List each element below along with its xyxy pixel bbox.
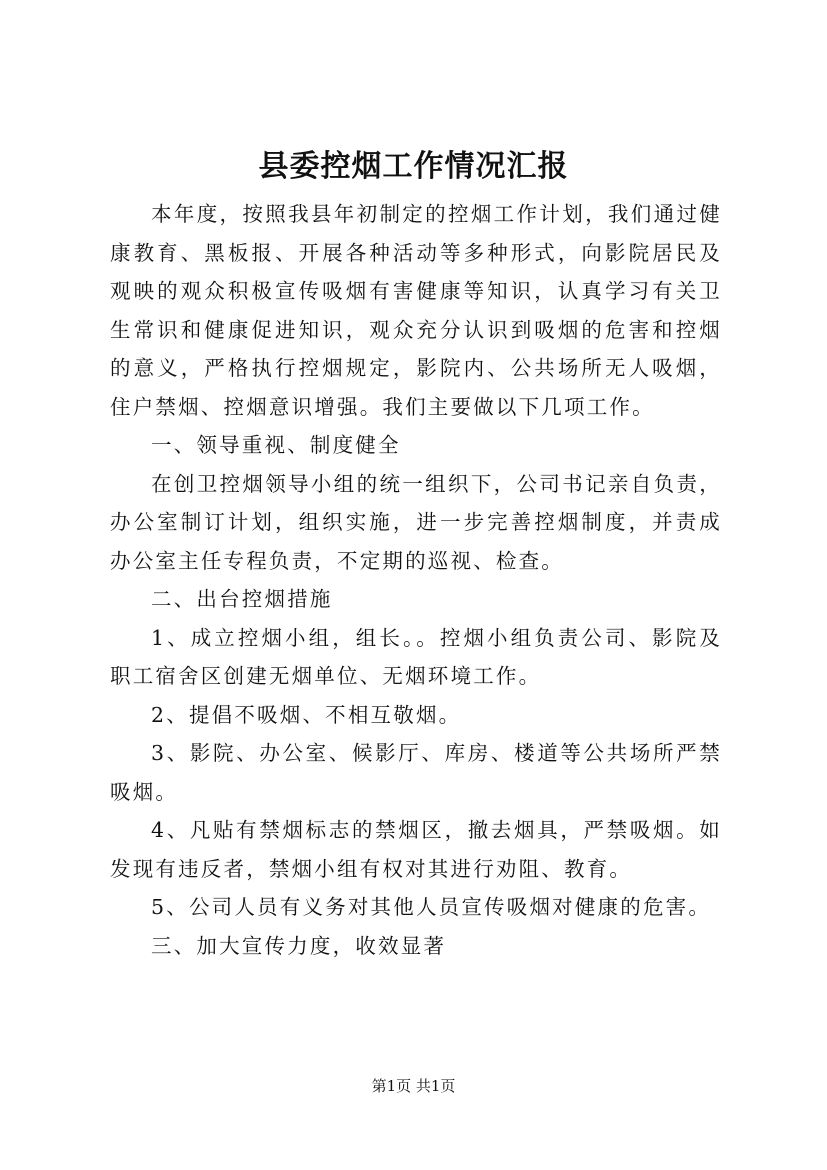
list-item-1: 1、成立控烟小组，组长。。控烟小组负责公司、影院及职工宿舍区创建无烟单位、无烟环境工作。 (110, 625, 722, 688)
list-item-4: 4、凡贴有禁烟标志的禁烟区，撤去烟具，严禁吸烟。如发现有违反者，禁烟小组有权对其进行劝阻、教育。 (110, 818, 722, 881)
document-title: 县委控烟工作情况汇报 (258, 149, 569, 184)
list-item-5: 5、公司人员有义务对其他人员宣传吸烟对健康的危害。 (151, 895, 712, 919)
section-heading-2: 二、出台控烟措施 (151, 587, 333, 611)
section-heading-3: 三、加大宣传力度，收效显著 (151, 933, 447, 958)
page-footer: 第1页 共1页 (371, 1077, 456, 1095)
paragraph-intro: 本年度，按照我县年初制定的控烟工作计划，我们通过健康教育、黑板报、开展各种活动等多种形式，向影院居民及观映的观众积极宣传吸烟有害健康等知识，认真学习有关卫生常识和健康促进知识，观众充分认识到吸烟的危害和控烟的意义，严格执行控烟规定，影院内、公共场所无人吸烟，住户禁烟、控烟意识增强。我们主要做以下几项工作。 (110, 202, 722, 419)
list-item-3: 3、影院、办公室、候影厅、库房、楼道等公共场所严禁吸烟。 (110, 741, 722, 804)
document-body (110, 195, 722, 965)
paragraph-leadership: 在创卫控烟领导小组的统一组织下，公司书记亲自负责，办公室制订计划，组织实施，进一步完善控烟制度，并责成办公室主任专程负责，不定期的巡视、检查。 (110, 471, 722, 573)
list-item-2: 2、提倡不吸烟、不相互敬烟。 (151, 702, 462, 727)
section-heading-1: 一、领导重视、制度健全 (151, 433, 401, 457)
